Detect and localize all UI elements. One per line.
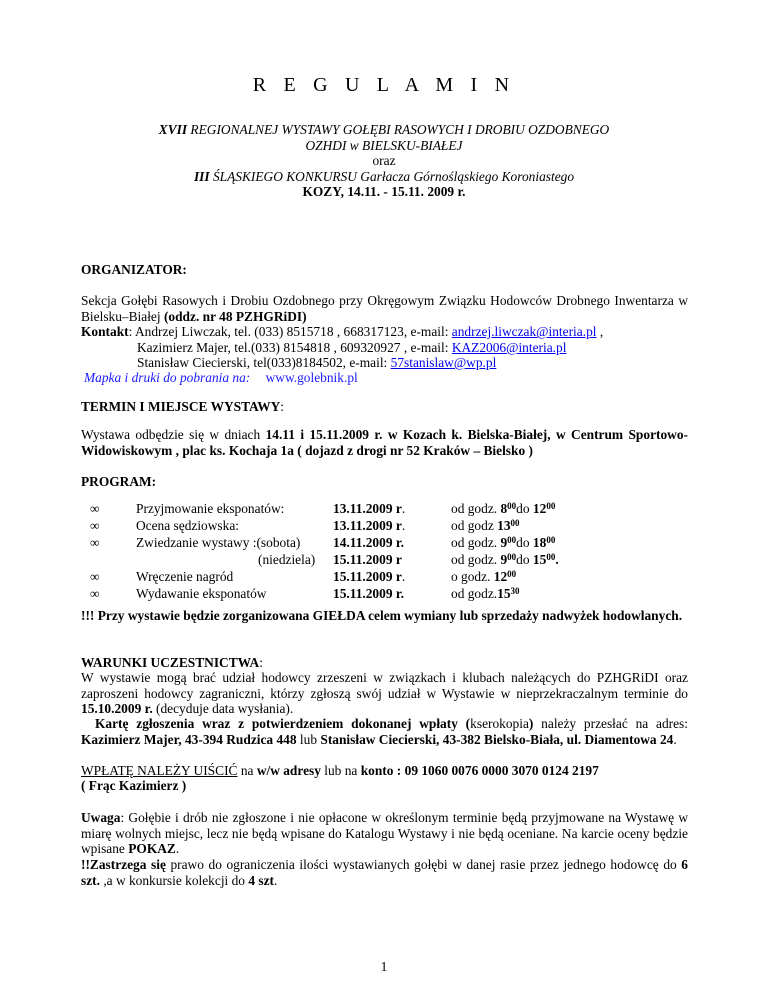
header-line-4: III ŚLĄSKIEGO KONKURSU Garłacza Górnośląskiego Koroniastego — [193, 168, 575, 184]
program-label: Wręczenie nagród — [136, 569, 234, 584]
bullet-icon: ∞ — [90, 586, 100, 601]
program-time: od $godz.15^{30}$ — [451, 586, 520, 601]
bullet-icon: ∞ — [90, 518, 100, 533]
bullet-icon: ∞ — [90, 535, 100, 550]
note-paragraph: Uwaga: Gołębie i drób nie zgłoszone i nie opłacone w określonym terminie będą przyjmowane na Wystawę w miarę wolnych miejsc, lecz nie będą wpisane do Katalogu Wystawy i nie będą oceniane. Na karcie oceny będzie wpisane POKAZ. — [81, 810, 688, 857]
header-line-1: XVII REGIONALNEJ WYSTAWY GOŁĘBI RASOWYCH I DROBIU OZDOBNEGO — [158, 122, 610, 137]
conditions-paragraph-2: Kartę zgłoszenia wraz z potwierdzeniem dokonanej wpłaty (kserokopia) należy przesłać na adres: Kazimierz Majer, 43-394 Rudzica 448 lub Stanisław Ciecierski, 43-382 Bielsko-Biała, ul. Diamentowa 24. — [81, 716, 688, 747]
program-label: Zwiedzanie wystawy :(sobota) — [136, 535, 301, 550]
program-label: Wydawanie eksponatów — [136, 586, 267, 601]
header-line-2: OZHDI w BIELSKU-BIAŁEJ — [305, 137, 463, 153]
gielda-notice: !!! Przy wystawie będzie zorganizowana GIEŁDA celem wymiany lub sprzedaży nadwyżek hodowlanych. — [81, 608, 683, 623]
contact-line-3: Stanisław Ciecierski, tel(033)8184502, e-mail: 57stanislaw@wp.pl — [137, 355, 497, 370]
conditions-heading: WARUNKI UCZESTNICTWA: — [81, 655, 263, 670]
program-time: od godz. $9^{00}do$ $18^{00}$ — [451, 535, 556, 550]
program-time: o godz. $12^{00}$ — [451, 569, 517, 584]
contact-line-2: Kazimierz Majer, tel.(033) 8154818 , 609320927 , e-mail: KAZ2006@interia.pl — [137, 340, 567, 355]
conditions-paragraph-1: W wystawie mogą brać udział hodowcy zrzeszeni w związkach i klubach należących do PZHGRiDI oraz zaproszeni hodowcy zagraniczni, którzy zgłoszą swój udział w Wystawie w nieprzekraczalnym terminie do 15.10.2009 r. (decyduje data wysłania). — [81, 670, 688, 717]
organizer-heading: ORGANIZATOR: — [81, 262, 187, 277]
contact-line-1: Kontakt: Andrzej Liwczak, tel. (033) 8515718 , 668317123, e-mail: andrzej.liwczak@interia.pl , — [81, 324, 604, 339]
program-heading: PROGRAM: — [81, 474, 157, 489]
bullet-icon: ∞ — [90, 501, 100, 516]
header-line-5: KOZY, 14.11. - 15.11. 2009 r. — [302, 184, 466, 200]
program-date: 13.11.2009 r. — [333, 501, 406, 516]
program-date: 15.11.2009 r. — [333, 569, 406, 584]
program-label: (niedziela) — [258, 552, 316, 567]
email-link-3[interactable]: 57stanislaw@wp.pl — [390, 355, 497, 370]
program-date: 14.11.2009 r. — [333, 535, 404, 550]
exhibition-header — [60, 122, 708, 200]
program-time: od godz $13^{00}$ — [451, 518, 520, 533]
organizer-text: Sekcja Gołębi Rasowych i Drobiu Ozdobnego przy Okręgowym Związku Hodowców Drobnego Inwentarza w Bielsku–Białej (oddz. nr 48 PZHGRiDI) — [81, 293, 688, 324]
program-label: Przyjmowanie eksponatów: — [136, 501, 285, 516]
payment-line: WPŁATĘ NALEŻY UIŚCIĆ na w/w adresy lub na konto : 09 1060 0076 0000 3070 0124 2197 — [81, 763, 599, 778]
program-time: od godz. $8^{00}do$ $12^{00}$ — [451, 501, 556, 516]
payment-name: ( Frąc Kazimierz ) — [81, 778, 187, 793]
reserve-paragraph: !!Zastrzega się prawo do ograniczenia ilości wystawianych gołębi w danej rasie przez jednego hodowcę do 6 szt. ,a w konkursie kolekcji do 4 szt. — [81, 857, 688, 888]
email-link-2[interactable]: KAZ2006@interia.pl — [451, 340, 567, 355]
program-date: 13.11.2009 r. — [333, 518, 406, 533]
page-number: 1 — [380, 959, 388, 974]
email-link-1[interactable]: andrzej.liwczak@interia.pl — [451, 324, 597, 339]
program-label: Ocena sędziowska: — [136, 518, 239, 533]
term-heading: TERMIN I MIEJSCE WYSTAWY: — [81, 399, 285, 414]
header-line-3: oraz — [372, 153, 396, 169]
program-date: 15.11.2009 r. — [333, 586, 404, 601]
term-text: Wystawa odbędzie się w dniach 14.11 i 15.11.2009 r. w Kozach k. Bielska-Białej, w Centrum Sportowo-Widowiskowym , plac ks. Kochaja 1a ( dojazd z drogi nr 52 Kraków – Bielsko ) — [81, 427, 688, 458]
website-link[interactable]: www.golebnik.pl — [265, 370, 358, 385]
program-date: 15.11.2009 r — [333, 552, 402, 567]
document-title: R E G U L A M I N — [252, 74, 516, 96]
bullet-icon: ∞ — [90, 569, 100, 584]
map-line: Mapka i druki do pobrania na: www.golebnik.pl — [84, 370, 358, 385]
program-time: od godz. $9^{00}do$ $15^{00}$. — [451, 552, 559, 567]
